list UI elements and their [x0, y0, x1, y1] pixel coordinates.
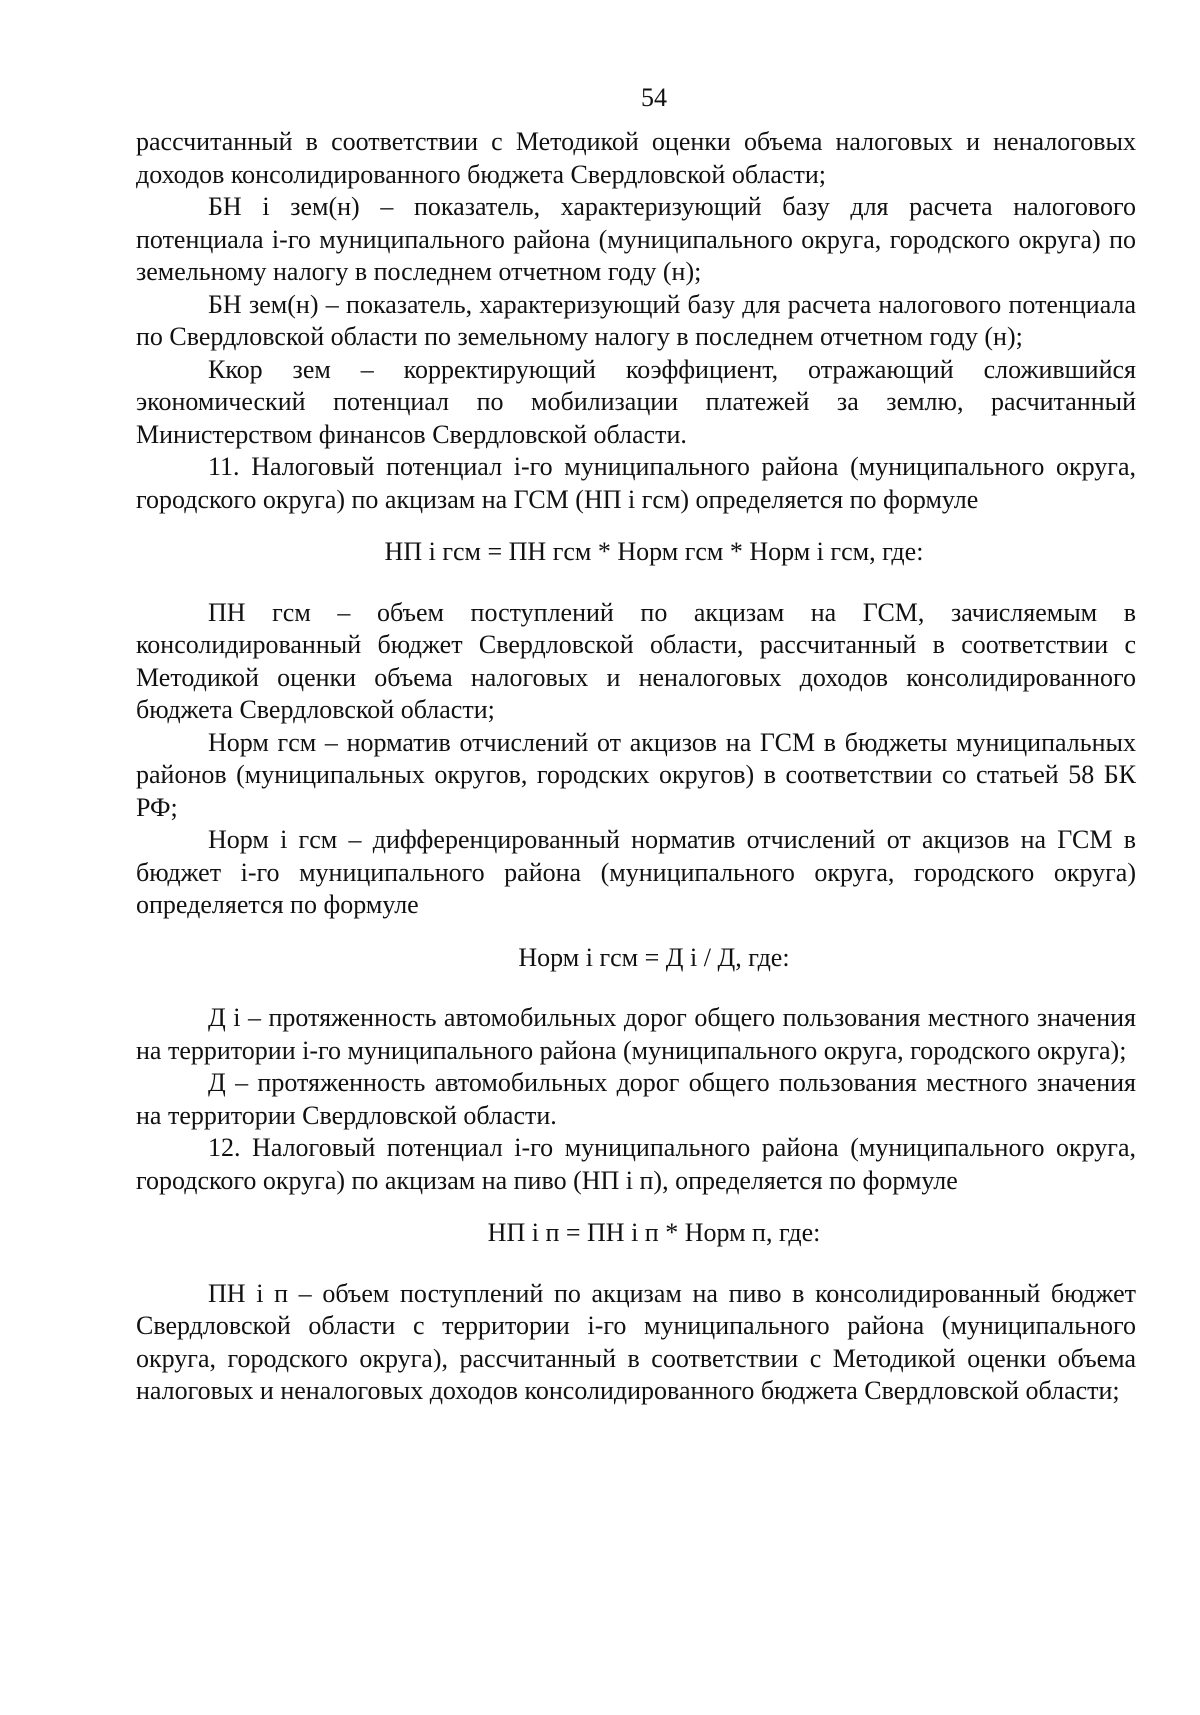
paragraph-d-i: Д i – протяженность автомобильных дорог общего пользования местного значения на территории i-го муниципального района (муниципального округа, городского округа); [136, 1003, 1136, 1065]
page-number: 54 [641, 83, 667, 112]
paragraph-kkor-zem: Ккор зем – корректирующий коэффициент, отражающий сложившийся экономический потенциал по мобилизации платежей за землю, расчитанный Министерством финансов Свердловской области. [136, 354, 1136, 449]
document-page [136, 82, 1136, 1408]
paragraph-item-12: 12. Налоговый потенциал i-го муниципального района (муниципального округа, городского округа) по акцизам на пиво (НП i п), определяется по формуле [136, 1133, 1136, 1195]
paragraph-d: Д – протяженность автомобильных дорог общего пользования местного значения на территории Свердловской области. [136, 1068, 1136, 1130]
paragraph-pn-i-p: ПН i п – объем поступлений по акцизам на пиво в консолидированный бюджет Свердловской области с территории i-го муниципального района (муниципального округа, городского округа), рассчитанный в соответствии с Методикой оценки объема налоговых и неналоговых доходов консолидированного бюджета Свердловской области; [136, 1278, 1136, 1405]
formula-norm-i-gsm: Норм i гсм = Д i / Д, где: [518, 942, 790, 972]
paragraph-norm-gsm: Норм гсм – норматив отчислений от акцизов на ГСМ в бюджеты муниципальных районов (муниципальных округов, городских округов) в соответствии со статьей 58 БК РФ; [136, 727, 1136, 822]
paragraph-pn-gsm: ПН гсм – объем поступлений по акцизам на ГСМ, зачисляемым в консолидированный бюджет Свердловской области, рассчитанный в соответствии с Методикой оценки объема налоговых и неналоговых доходов консолидированного бюджета Свердловской области; [136, 597, 1136, 724]
paragraph-bn-zem: БН зем(н) – показатель, характеризующий базу для расчета налогового потенциала по Свердловской области по земельному налогу в последнем отчетном году (н); [136, 289, 1136, 351]
paragraph-bn-i-zem: БН i зем(н) – показатель, характеризующий базу для расчета налогового потенциала i-го муниципального района (муниципального округа, городского округа) по земельному налогу в последнем отчетном году (н); [136, 192, 1136, 286]
formula-np-i-gsm: НП i гсм = ПН гсм * Норм гсм * Норм i гсм, где: [384, 537, 924, 566]
paragraph-norm-i-gsm: Норм i гсм – дифференцированный норматив отчислений от акцизов на ГСМ в бюджет i-го муниципального района (муниципального округа, городского округа) определяется по формуле [136, 825, 1136, 919]
formula-np-i-p: НП i п = ПН i п * Норм п, где: [487, 1218, 821, 1247]
paragraph-continuation: рассчитанный в соответствии с Методикой оценки объема налоговых и неналоговых доходов консолидированного бюджета Свердловской области; [136, 127, 1136, 189]
paragraph-item-11: 11. Налоговый потенциал i-го муниципального района (муниципального округа, городского округа) по акцизам на ГСМ (НП i гсм) определяется по формуле [136, 452, 1136, 514]
